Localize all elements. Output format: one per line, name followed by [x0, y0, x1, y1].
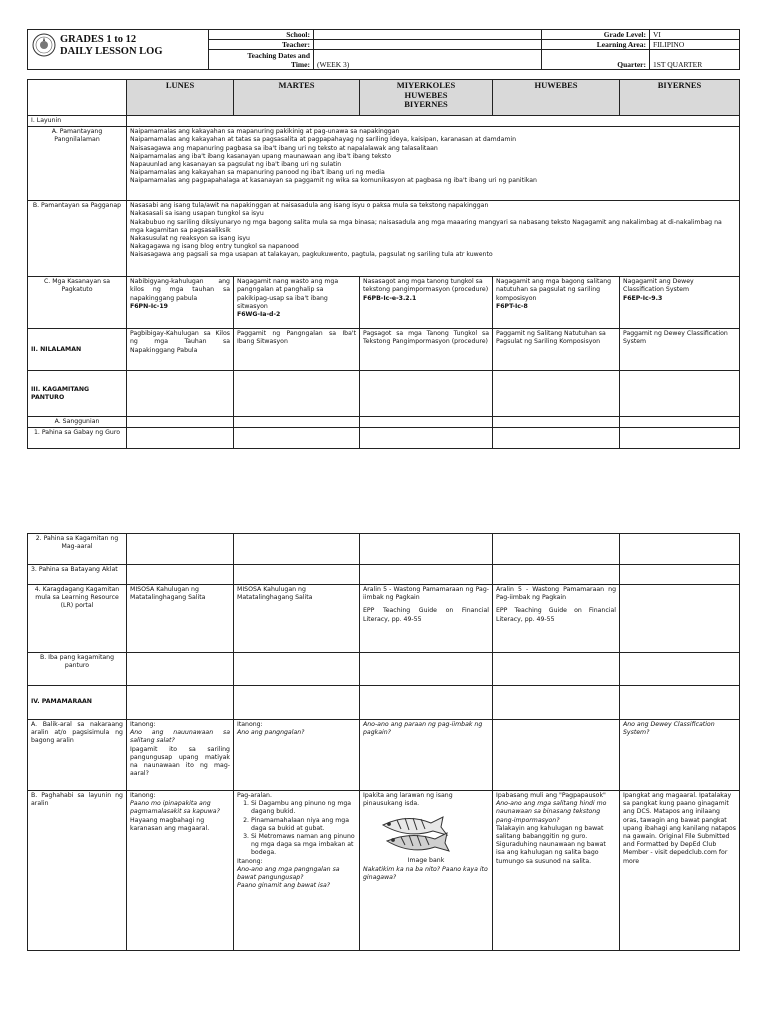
grade-level-value[interactable]: VI — [650, 30, 740, 40]
teaching-dates-label — [209, 50, 314, 70]
kasanayan-miyerkoles — [360, 277, 493, 329]
label-gabay-ng-guro: 1. Pahina sa Gabay ng Guro — [28, 428, 127, 449]
lr-martes: MISOSA Kahulugan ng Matatalinghagang Salita — [234, 585, 360, 653]
itanong-label: Itanong: — [237, 721, 263, 728]
pamantayan-sa-pagganap-content — [127, 201, 740, 277]
quarter-label: Quarter: — [542, 50, 650, 70]
kasanayan-code: F6PB-Ic-e-3.2.1 — [363, 294, 417, 302]
iba-pang-cell — [620, 653, 740, 686]
question-text: Paano ginamit ang bawat isa? — [237, 882, 331, 890]
layunin-blank — [127, 116, 740, 127]
kasanayan-huwebes — [493, 277, 620, 329]
lr-guide: EPP Teaching Guide on Financial Literacy, pp. 49-55 — [363, 607, 489, 623]
performance-standard-line: Nakasusulat ng reaksyon sa isang isyu — [130, 235, 250, 243]
paghahabi-biyernes: Ipangkat ang magaaral. Ipatalakay sa pangkat kung paano ginagamit ang DCS. Matapos ang inilaang oras, tawagin ang bawat pangkat upang ibahagi ang kanilang natapos na gawain. Original File Submitted and Formatted by DepEd Club Member - visit depedclub.com for more — [620, 791, 740, 951]
title-line-2: DAILY LESSON LOG — [60, 46, 163, 57]
paghahabi-martes — [234, 791, 360, 951]
pamamaraan-cell — [234, 686, 360, 720]
corner-cell — [28, 80, 127, 116]
paghahabi-huwebes — [493, 791, 620, 951]
learning-area-label: Learning Area: — [542, 40, 650, 50]
balik-aral-biyernes: Ano ang Dewey Classification System? — [620, 720, 740, 791]
label-balik-aral: A. Balik-aral sa nakaraang aralin at/o pagsisimula ng bagong aralin — [28, 720, 127, 791]
mag-aaral-cell — [620, 534, 740, 565]
label-sanggunian: A. Sanggunian — [28, 417, 127, 428]
kasanayan-code: F6WG-Ia-d-2 — [237, 311, 281, 319]
sanggunian-cell — [127, 417, 234, 428]
nilalaman-martes: Paggamit ng Pangngalan sa Iba't Ibang Sitwasyon — [234, 329, 360, 371]
kasanayan-text: Nagagamit nang wasto ang mga pangngalan at panghalip sa pakikipag-usap sa iba't ibang sitwasyon — [237, 278, 339, 310]
iba-pang-cell — [127, 653, 234, 686]
deped-seal-icon — [32, 33, 56, 57]
batayang-aklat-cell — [127, 565, 234, 585]
label-pamantayang-pangnilalaman: A. Pamantayang Pangnilalaman — [28, 127, 127, 201]
nilalaman-biyernes: Paggamit ng Dewey Classification System — [620, 329, 740, 371]
question-text: Ano ang pangngalan? — [237, 729, 305, 737]
pamamaraan-cell — [493, 686, 620, 720]
day-header-biyernes: BIYERNES — [620, 80, 740, 116]
performance-standard-line: Nasasabi ang isang tula/awit na napakinggan at naisasadula ang isang isyu o paksa mula sa tekstong napakinggan — [130, 202, 489, 210]
teaching-dates-label-2: Time: — [290, 59, 310, 69]
school-field[interactable] — [314, 30, 542, 40]
lr-huwebes — [493, 585, 620, 653]
lr-aralin: Aralin 5 - Wastong Pamamaraan ng Pag-iimbak ng Pagkain — [496, 586, 616, 602]
school-label: School: — [209, 30, 314, 40]
day-header-miyerkoles — [360, 80, 493, 116]
kagamitan-lunes — [127, 371, 234, 417]
performance-standard-line: Nakasasali sa isang usapan tungkol sa isyu — [130, 210, 264, 218]
teacher-field[interactable] — [314, 40, 542, 50]
section-kagamitang-panturo: III. KAGAMITANG PANTURO — [28, 371, 127, 417]
batayang-aklat-cell — [360, 565, 493, 585]
label-pamantayan-sa-pagganap: B. Pamantayan sa Pagganap — [28, 201, 127, 277]
instruction-text: Ipakita ang larawan ng isang pinausukang isda. — [363, 792, 453, 808]
kasanayan-lunes — [127, 277, 234, 329]
question-text: Paano mo ipinapakita ang pagmamalasakit sa kapuwa? — [130, 800, 220, 816]
itanong-label: Itanong: — [130, 792, 156, 799]
day-header-martes: MARTES — [234, 80, 360, 116]
label-lr-portal: 4. Karagdagang Kagamitan mula sa Learning Resource (LR) portal — [28, 585, 127, 653]
kasanayan-biyernes — [620, 277, 740, 329]
balik-aral-miyerkoles: Ano-ano ang paraan ng pag-iimbak ng pagkain? — [360, 720, 493, 791]
sentence-list — [237, 800, 356, 857]
grade-level-label: Grade Level: — [542, 30, 650, 40]
itanong-label: Itanong: — [130, 721, 156, 728]
balik-aral-martes — [234, 720, 360, 791]
list-item: 2. Pinamamahalaan niya ang mga daga sa bukid at gubat. — [251, 817, 356, 833]
paghahabi-lunes — [127, 791, 234, 951]
nilalaman-lunes: Pagbibigay-Kahulugan sa Kilos ng mga Tauhan sa Napakinggang Pabula — [127, 329, 234, 371]
sanggunian-cell — [360, 417, 493, 428]
iba-pang-cell — [360, 653, 493, 686]
mag-aaral-cell — [360, 534, 493, 565]
mag-aaral-cell — [127, 534, 234, 565]
batayang-aklat-cell — [234, 565, 360, 585]
lr-biyernes — [620, 585, 740, 653]
kagamitan-biyernes — [620, 371, 740, 417]
label-iba-pang-kagamitan: B. Iba pang kagamitang panturo — [28, 653, 127, 686]
list-item: 3. Si Metromaws naman ang pinuno ng mga daga sa mga imbakan at bodega. — [251, 833, 356, 858]
lesson-table — [27, 79, 740, 449]
smoked-fish-image — [377, 811, 451, 855]
content-standard-line: Napauunlad ang kasanayan sa pagsulat ng iba't ibang uri ng sulatin — [130, 161, 342, 169]
sanggunian-cell — [620, 417, 740, 428]
lesson-table-part-2 — [27, 533, 739, 951]
pamamaraan-cell — [360, 686, 493, 720]
question-text: Ano-ano ang mga pangngalan sa bawat pangungusap? — [237, 865, 340, 882]
balik-aral-lunes — [127, 720, 234, 791]
kasanayan-text: Nagagamit ang Dewey Classification System — [623, 278, 694, 294]
instruction-text: Talakayin ang kahulugan ng bawat salitang babanggitin ng guro. Siguraduhing naunawaan ng bawat isa ang kahulugan ng salita bago tumungo sa susunod na salita. — [496, 824, 606, 865]
kagamitan-miyerkoles — [360, 371, 493, 417]
teaching-dates-label-1: Teaching Dates and — [247, 50, 310, 60]
balik-aral-huwebes — [493, 720, 620, 791]
day-header-miyerkoles-2: HUWEBES — [404, 89, 448, 100]
iba-pang-cell — [493, 653, 620, 686]
instruction-text: Hayaang magbahagi ng karanasan ang magaaral. — [130, 816, 210, 832]
kasanayan-code: F6EP-Ic-9.3 — [623, 294, 663, 302]
question-text: Ano ang nauunawaan sa salitang salat? — [130, 729, 230, 745]
day-header-huwebes: HUWEBES — [493, 80, 620, 116]
pamantayang-pangnilalaman-content — [127, 127, 740, 201]
section-nilalaman: II. NILALAMAN — [28, 329, 127, 371]
performance-standard-line: Nakabubuo ng sariling diksiyunaryo ng mga bagong salita mula sa mga binasa; naisasadula ang mga maaaring mangyari sa nabasang teksto Nagagamit ang nakalimbag at di-nakalimbag na mga kagamitan sa pagsasaliksik — [130, 218, 722, 234]
teaching-dates-field[interactable]: (WEEK 3) — [314, 50, 542, 70]
kagamitan-martes — [234, 371, 360, 417]
lr-miyerkoles — [360, 585, 493, 653]
label-kagamitan-mag-aaral: 2. Pahina sa Kagamitan ng Mag-aaral — [28, 534, 127, 565]
day-header-miyerkoles-3: BIYERNES — [404, 99, 448, 109]
gabay-cell — [620, 428, 740, 449]
itanong-label: Itanong: — [237, 857, 263, 865]
title-line-1: GRADES 1 to 12 — [60, 34, 137, 45]
pamamaraan-cell — [620, 686, 740, 720]
kasanayan-text: Nagagamit ang mga bagong salitang natutuhan sa pagsulat ng sariling komposisyon — [496, 278, 612, 302]
lesson-table-continued — [27, 533, 740, 951]
section-layunin: I. Layunin — [28, 116, 127, 127]
batayang-aklat-cell — [620, 565, 740, 585]
teacher-label: Teacher: — [209, 40, 314, 50]
kasanayan-code: F6PT-Ic-8 — [496, 302, 528, 310]
image-caption: Image bank — [407, 857, 445, 865]
nilalaman-huwebes: Paggamit ng Salitang Natutuhan sa Pagsulat ng Sariling Komposisyon — [493, 329, 620, 371]
kagamitan-huwebes — [493, 371, 620, 417]
gabay-cell — [360, 428, 493, 449]
label-batayang-aklat: 3. Pahina sa Batayang Aklat — [28, 565, 127, 585]
instruction-text: Ipagamit ito sa sariling pangungusap upang matiyak na naunawaan ito ng mag-aaral? — [130, 745, 230, 778]
list-item: 1. Si Dagambu ang pinuno ng mga dagang bukid. — [251, 800, 356, 816]
performance-standard-line: Nakagagawa ng isang blog entry tungkol sa napanood — [130, 243, 299, 251]
lr-guide: EPP Teaching Guide on Financial Literacy, pp. 49-55 — [496, 607, 616, 623]
content-standard-line: Naipamamalas ang iba't ibang kasanayan upang maunawaan ang iba't ibang teksto — [130, 152, 392, 160]
pamamaraan-cell — [127, 686, 234, 720]
section-pamamaraan: IV. PAMAMARAAN — [28, 686, 127, 720]
instruction-text: Ipabasang muli ang "Pagpapausok" — [496, 792, 606, 799]
lesson-table-part-1 — [27, 79, 739, 449]
header-table — [27, 29, 740, 70]
gabay-cell — [234, 428, 360, 449]
nilalaman-miyerkoles: Pagsagot sa mga Tanong Tungkol sa Tekstong Pangimpormasyon (procedure) — [360, 329, 493, 371]
kasanayan-text: Nabibigyang-kahulugan ang kilos ng mga tauhan sa napakinggang pabula — [130, 278, 230, 302]
mag-aaral-cell — [234, 534, 360, 565]
content-standard-line: Naipamamalas ang kakayahan sa mapanuring pakikinig at pag-unawa sa napakinggan — [130, 128, 400, 136]
paghahabi-miyerkoles — [360, 791, 493, 951]
performance-standard-line: Naisasagawa ang pagsali sa mga usapan at talakayan, pagkukuwento, pagtula, pagsulat ng sariling tula atr kuwento — [130, 251, 493, 259]
kasanayan-text: Nasasagot ang mga tanong tungkol sa tekstong pangimpormasyon (procedure) — [363, 278, 489, 294]
sanggunian-cell — [234, 417, 360, 428]
content-standard-line: Naipamamalas ang kakayahan at tatas sa pagsasalita at pagpapahayag ng sariling ideya, kaisipan, karanasan at damdamin — [130, 136, 517, 144]
batayang-aklat-cell — [493, 565, 620, 585]
sanggunian-cell — [493, 417, 620, 428]
content-standard-line: Naipamamalas ang pagpapahalaga at kasanayan sa paggamit ng wika sa komunikasyon at pagbasa ng iba't ibang uri ng panitikan — [130, 177, 537, 185]
content-standard-line: Naisasagawa ang mapanuring pagbasa sa iba't ibang uri ng teksto at napalalawak ang talasalitaan — [130, 144, 438, 152]
day-header-lunes: LUNES — [127, 80, 234, 116]
quarter-value[interactable]: 1ST QUARTER — [650, 50, 740, 70]
iba-pang-cell — [234, 653, 360, 686]
mag-aaral-cell — [493, 534, 620, 565]
content-standard-line: Naipamamalas ang kakayahan sa mapanuring panood ng iba't ibang uri ng media — [130, 169, 385, 177]
gabay-cell — [127, 428, 234, 449]
lr-aralin: Aralin 5 - Wastong Pamamaraan ng Pag-iimbak ng Pagkain — [363, 586, 489, 602]
gabay-cell — [493, 428, 620, 449]
instruction-text: Pag-aralan. — [237, 792, 272, 799]
learning-area-value[interactable]: FILIPINO — [650, 40, 740, 50]
lr-lunes: MISOSA Kahulugan ng Matatalinghagang Salita — [127, 585, 234, 653]
header-block — [27, 29, 739, 70]
question-text: Ano-ano ang mga salitang hindi mo naunawaan sa binasang tekstong pang-impormasyon? — [496, 800, 607, 824]
kasanayan-code: F6PN-Ic-19 — [130, 302, 168, 310]
label-mga-kasanayan: C. Mga Kasanayan sa Pagkatuto — [28, 277, 127, 329]
kasanayan-martes — [234, 277, 360, 329]
day-header-miyerkoles-1: MIYERKOLES — [396, 80, 456, 90]
log-title — [60, 34, 163, 58]
label-paghahabi: B. Paghahabi sa layunin ng aralin — [28, 791, 127, 951]
question-text: Nakatikim ka na ba nito? Paano kaya ito ginagawa? — [363, 865, 488, 881]
title-cell — [28, 30, 209, 70]
